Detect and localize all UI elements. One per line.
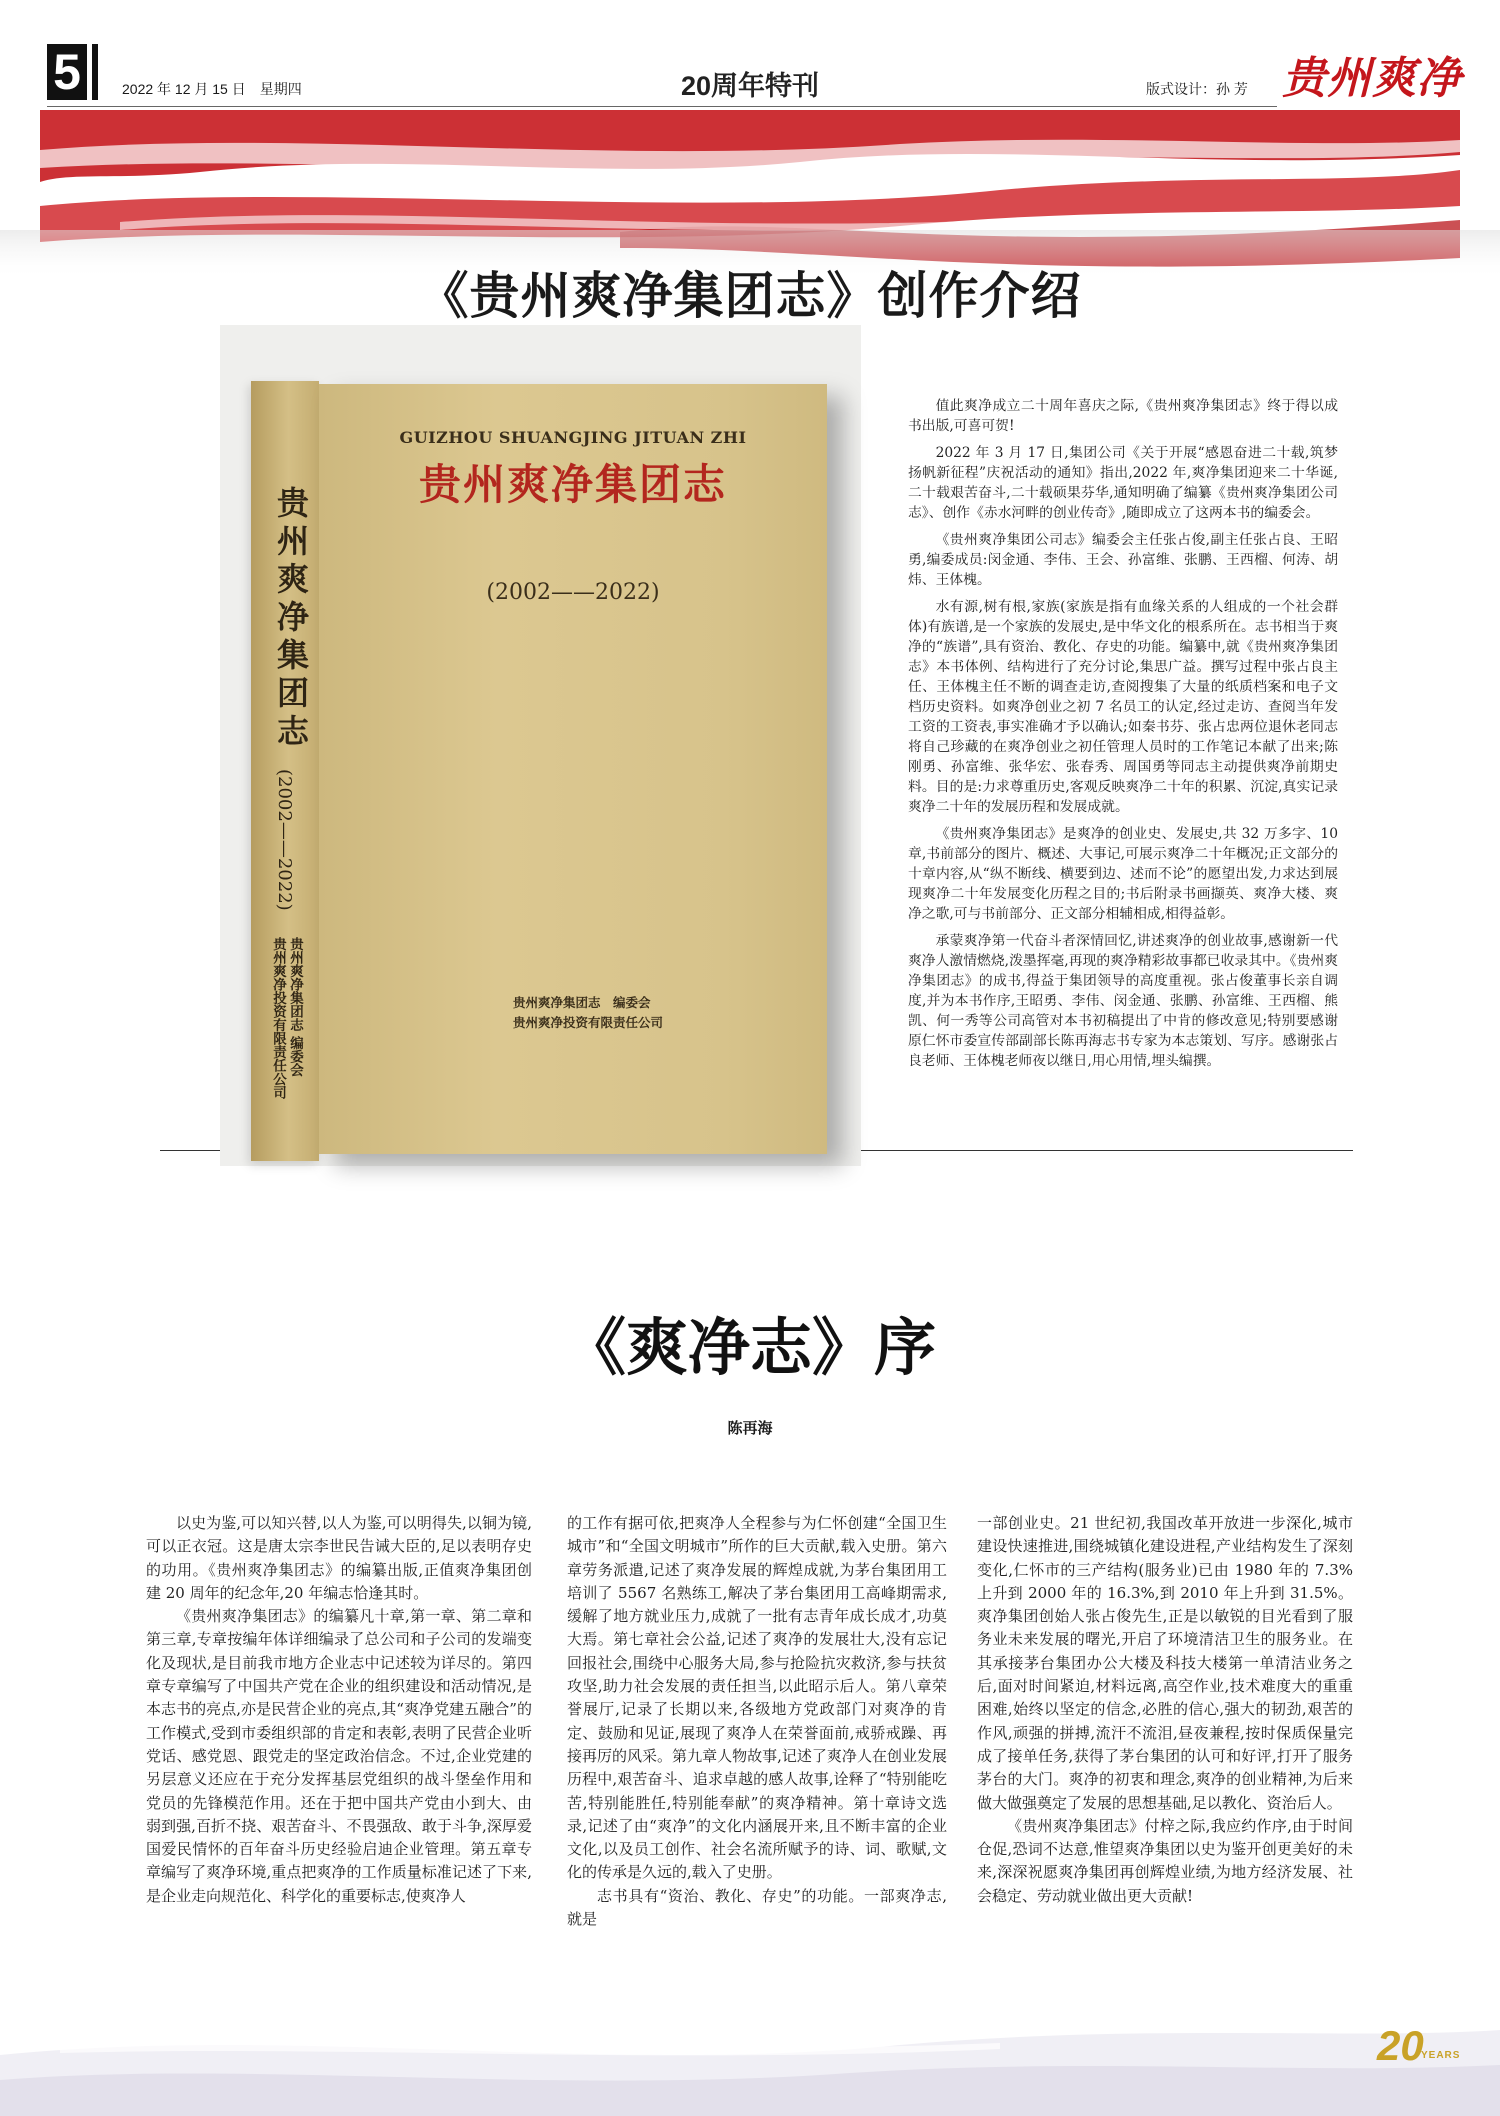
- paragraph-continued: 的工作有据可依,把爽净人全程参与为仁怀创建“全国卫生城市”和“全国文明城市”所作的巨大贡献,载入史册。第六章劳务派遣,记述了爽净发展的辉煌成就,为茅台集团用工培训了 5567 名熟练工,解决了茅台集团用工高峰期需求,缓解了地方就业压力,成就了一批有志青年成长成才,功莫大焉。第七章社会公益,记述了爽净的发展壮大,没有忘记回报社会,围绕中心服务大局,参与抢险抗灾救济,参与扶贫攻坚,助力社会发展的责任担当,以此昭示后人。第八章荣誉展厅,记录了长期以来,各级地方党政部门对爽净的肯定、鼓励和见证,展现了爽净人在荣誉面前,戒骄戒躁、再接再厉的风采。第九章人物故事,记述了爽净人在创业发展历程中,艰苦奋斗、追求卓越的感人故事,诠释了“特别能吃苦,特别能胜任,特别能奉献”的爽净精神。第十章诗文选录,记述了由“爽净”的文化内涵展开来,且不断丰富的企业文化,以及员工创作、社会名流所赋予的诗、词、歌赋,文化的传承是久远的,载入了史册。: [567, 1514, 947, 1882]
- spine-publisher-1: 贵州爽净集团志 编委会: [287, 937, 303, 1077]
- preface-column-3: [977, 1512, 1353, 1908]
- footer-brush-decoration: [0, 1985, 1500, 2116]
- book-cover: [319, 384, 827, 1154]
- header-divider: [47, 106, 1277, 107]
- article-title-preface: 《爽净志》序: [563, 1314, 936, 1383]
- section-divider-right: [861, 1150, 1353, 1151]
- paragraph: 2022 年 3 月 17 日,集团公司《关于开展“感恩奋进二十载,筑梦扬帆新征程”庆祝活动的通知》指出,2022 年,爽净集团迎来二十华诞,二十载艰苦奋斗,二十载硕果芬华,通知明确了编纂《贵州爽净集团公司志》、创作《赤水河畔的创业传奇》,随即成立了这两本书的编委会。: [908, 445, 1338, 521]
- paragraph: 《贵州爽净集团公司志》编委会主任张占俊,副主任张占良、王昭勇,编委成员:闵金通、李伟、王会、孙富维、张鹏、王西榴、何涛、胡炜、王体槐。: [908, 532, 1338, 588]
- book-spine: [251, 381, 319, 1161]
- spine-title: 贵州爽净集团志: [272, 486, 310, 752]
- preface-column-2: [567, 1512, 947, 1931]
- cover-publisher-1: 贵州爽净集团志 编委会: [513, 995, 651, 1010]
- masthead-logo: 贵州爽净: [1282, 53, 1462, 104]
- anniversary-logo: [1377, 2022, 1477, 2078]
- paragraph: 《贵州爽净集团志》是爽净的创业史、发展史,共 32 万多字、10 章,书前部分的图片、概述、大事记,可展示爽净二十年概况;正文部分的十章内容,从“纵不断线、横要到边、述而不论”的愿望出发,力求达到展现爽净二十年发展变化历程之目的;书后附录书画撷英、爽净大楼、爽净之歌,可与书前部分、正文部分相辅相成,相得益彰。: [908, 826, 1338, 922]
- page-number-bar: [92, 44, 98, 100]
- page-number: 5: [47, 44, 87, 100]
- article-title-intro: 《贵州爽净集团志》创作介绍: [418, 266, 1082, 325]
- intro-text-column: [908, 396, 1338, 1078]
- section-divider-left: [160, 1150, 220, 1151]
- spine-publisher-2: 贵州爽净投资有限责任公司: [270, 937, 286, 1099]
- issue-date: 2022 年 12 月 15 日 星期四: [122, 81, 302, 97]
- spine-years: (2002——2022): [274, 769, 295, 911]
- cover-title: 贵州爽净集团志: [418, 460, 727, 509]
- cover-pinyin-title: GUIZHOU SHUANGJING JITUAN ZHI: [399, 428, 747, 447]
- anniversary-years-text: YEARS: [1421, 2050, 1461, 2061]
- paragraph: 《贵州爽净集团志》付梓之际,我应约作序,由于时间仓促,恐词不达意,惟望爽净集团以史为鉴开创更美好的未来,深深祝愿爽净集团再创辉煌业绩,为地方经济发展、社会稳定、劳动就业做出更大贡献!: [977, 1816, 1353, 1905]
- section-title: 20周年特刊: [680, 71, 820, 101]
- red-brush-banner: [0, 110, 1500, 280]
- paragraph: 志书具有“资治、教化、存史”的功能。一部爽净志,就是: [567, 1886, 947, 1929]
- layout-designer: 版式设计：孙 芳: [1146, 81, 1248, 97]
- article-author: 陈再海: [727, 1420, 773, 1437]
- paragraph: 承蒙爽净第一代奋斗者深情回忆,讲述爽净的创业故事,感谢新一代爽净人激情燃烧,泼墨挥毫,再现的爽净精彩故事都已收录其中。《贵州爽净集团志》的成书,得益于集团领导的高度重视。张占俊董事长亲自调度,并为本书作序,王昭勇、李伟、闵金通、张鹏、孙富维、王西榴、熊凯、何一秀等公司高管对本书初稿提出了中肯的修改意见;特别要感谢原仁怀市委宣传部副部长陈再海志书专家为本志策划、写序。感谢张占良老师、王体槐老师夜以继日,用心用情,埋头编撰。: [908, 933, 1338, 1069]
- cover-years: (2002——2022): [486, 580, 660, 605]
- paragraph: 水有源,树有根,家族(家族是指有血缘关系的人组成的一个社会群体)有族谱,是一个家族的发展史,是中华文化的根系所在。志书相当于爽净的“族谱”,具有资治、教化、存史的功能。编纂中,就《贵州爽净集团志》本书体例、结构进行了充分讨论,集思广益。撰写过程中张占良主任、王体槐主任不断的调查走访,查阅搜集了大量的纸质档案和电子文档历史资料。如爽净创业之初 7 名员工的认定,经过走访、查阅当年发工资的工资表,事实准确才予以确认;如秦书芬、张占忠两位退休老同志将自己珍藏的在爽净创业之初任管理人员时的工作笔记本献了出来;陈刚勇、孙富维、张华宏、张春秀、周国勇等同志主动提供爽净前期史料。目的是:力求尊重历史,客观反映爽净二十年的积累、沉淀,真实记录爽净二十年的发展历程和发展成就。: [908, 599, 1338, 815]
- paragraph-continued: 一部创业史。21 世纪初,我国改革开放进一步深化,城市建设快速推进,围绕城镇化建设进程,产业结构发生了深刻变化,仁怀市的三产结构(服务业)已由 1980 年的 7.3%上升到 2000 年的 16.3%,到 2010 年上升到 31.5%。爽净集团创始人张占俊先生,正是以敏锐的目光看到了服务业未来发展的曙光,开启了环境清洁卫生的服务业。在其承接茅台集团办公大楼及科技大楼第一单清洁业务之后,面对时间紧迫,材料远离,高空作业,技术难度大的重重困难,始终以坚定的信念,必胜的信心,强大的韧劲,艰苦的作风,顽强的拼搏,流汗不流泪,昼夜兼程,按时保质保量完成了接单任务,获得了茅台集团的认可和好评,打开了服务茅台的大门。爽净的初衷和理念,爽净的创业精神,为后来做大做强奠定了发展的思想基础,足以教化、资治后人。: [977, 1514, 1353, 1812]
- paragraph: 值此爽净成立二十周年喜庆之际,《贵州爽净集团志》终于得以成书出版,可喜可贺!: [908, 398, 1338, 434]
- anniversary-number: 20: [1377, 2022, 1424, 2069]
- paragraph: 《贵州爽净集团志》的编纂凡十章,第一章、第二章和第三章,专章按编年体详细编录了总公司和子公司的发端变化及现状,是目前我市地方企业志中记述较为详尽的。第四章专章编写了中国共产党在企业的组织建设和活动情况,是本志书的亮点,亦是民营企业的亮点,其“爽净党建五融合”的工作模式,受到市委组织部的肯定和表彰,表明了民营企业听党话、感党恩、跟党走的坚定政治信念。不过,企业党建的另层意义还应在于充分发挥基层党组织的战斗堡垒作用和党员的先锋模范作用。还在于把中国共产党由小到大、由弱到强,百折不挠、艰苦奋斗、不畏强敌、敢于斗争,深厚爱国爱民情怀的百年奋斗历史经验启迪企业管理。第五章专章编写了爽净环境,重点把爽净的工作质量标准记述了下来,是企业走向规范化、科学化的重要标志,使爽净人: [146, 1607, 532, 1905]
- cover-publisher-2: 贵州爽净投资有限责任公司: [513, 1015, 664, 1030]
- paragraph: 以史为鉴,可以知兴替,以人为鉴,可以明得失,以铜为镜,可以正衣冠。这是唐太宗李世民告诫大臣的,足以表明存史的功用。《贵州爽净集团志》的编纂出版,正值爽净集团创建 20 周年的纪念年,20 年编志恰逢其时。: [146, 1514, 532, 1602]
- spine-publishers: [269, 937, 303, 1099]
- preface-column-1: [146, 1512, 532, 1908]
